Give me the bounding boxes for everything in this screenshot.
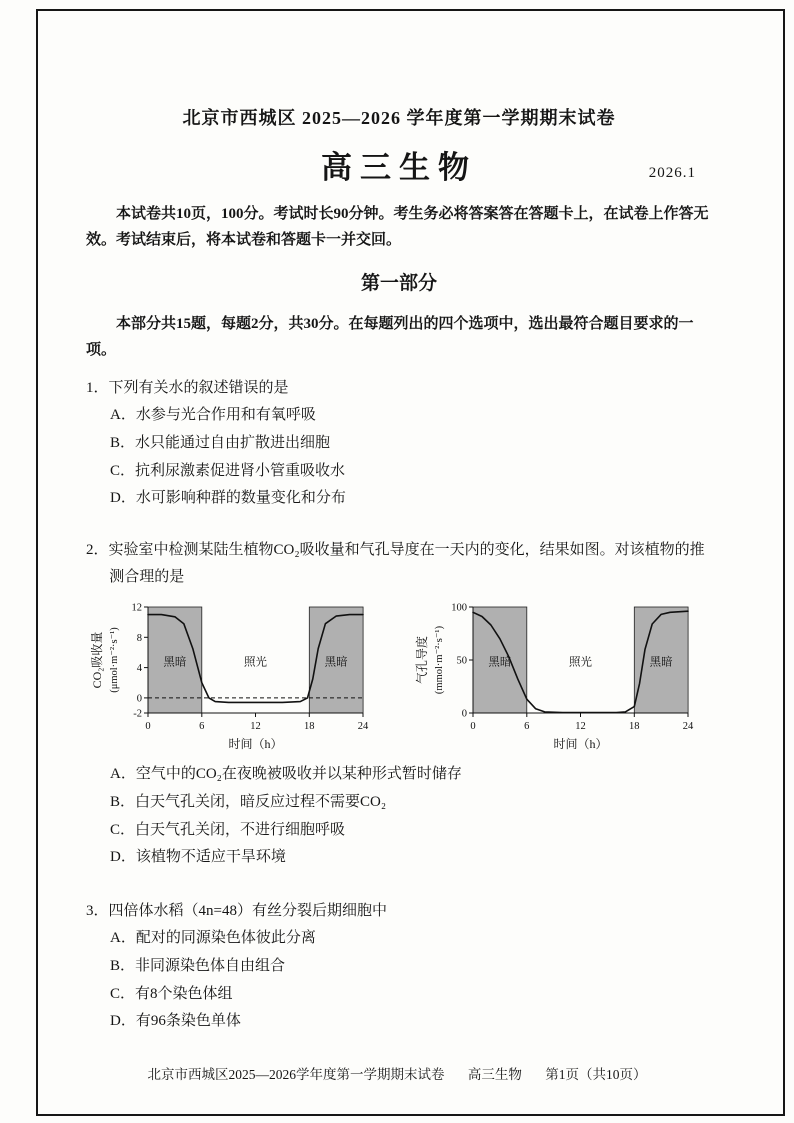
svg-text:18: 18 (304, 721, 315, 733)
svg-text:时间（h）: 时间（h） (553, 737, 608, 752)
svg-text:12: 12 (131, 602, 142, 614)
svg-text:6: 6 (524, 721, 530, 733)
question-3 (86, 898, 712, 1036)
question-2-option-a: A．空气中的CO₂在夜晚被吸收并以某种形式暂时储存 (110, 766, 462, 783)
svg-text:CO₂吸收量: CO₂吸收量 (90, 631, 104, 689)
footer-subject: 高三生物 (467, 1067, 522, 1082)
exam-content (86, 104, 712, 1036)
svg-text:24: 24 (357, 721, 369, 733)
svg-text:黑暗: 黑暗 (649, 656, 673, 669)
svg-text:50: 50 (456, 655, 467, 667)
svg-text:12: 12 (250, 721, 261, 733)
svg-text:照光: 照光 (244, 656, 267, 669)
svg-text:6: 6 (199, 721, 205, 733)
svg-text:气孔导度: 气孔导度 (415, 636, 429, 685)
svg-text:8: 8 (136, 632, 142, 644)
svg-text:黑暗: 黑暗 (163, 656, 187, 669)
svg-text:18: 18 (629, 721, 640, 733)
svg-text:时间（h）: 时间（h） (228, 737, 283, 752)
exam-instructions: 本试卷共10页，100分。考试时长90分钟。考生务必将答案答在答题卡上，在试卷上作答无效。考试结束后，将本试卷和答题卡一并交回。 (86, 206, 709, 248)
question-2-option-d: D．该植物不适应干旱环境 (110, 849, 286, 866)
exam-date: 2026.1 (648, 165, 696, 181)
svg-text:0: 0 (136, 693, 142, 705)
question-1-option-d: D．水可影响种群的数量变化和分布 (110, 490, 346, 507)
question-1 (86, 375, 712, 513)
subject-row (86, 142, 712, 186)
question-2-option-b: B．白天气孔关闭，暗反应过程不需要CO₂ (110, 793, 387, 810)
question-1-stem: 1．下列有关水的叙述错误的是 (86, 380, 289, 397)
svg-text:0: 0 (470, 721, 476, 733)
svg-text:100: 100 (451, 602, 467, 614)
footer-exam-name: 北京市西城区2025—2026学年度第一学期期末试卷 (147, 1067, 445, 1082)
svg-text:照光: 照光 (569, 656, 592, 669)
part-one-title: 第一部分 (360, 272, 437, 294)
svg-text:0: 0 (145, 721, 151, 733)
exam-header-line: 北京市西城区 2025—2026 学年度第一学期期末试卷 (182, 108, 616, 128)
part-one-note: 本部分共15题，每题2分，共30分。在每题列出的四个选项中，选出最符合题目要求的一项。 (86, 315, 694, 358)
question-3-stem: 3．四倍体水稻（4n=48）有丝分裂后期细胞中 (86, 903, 387, 920)
question-2-option-c: C．白天气孔关闭，不进行细胞呼吸 (110, 821, 346, 838)
question-1-option-a: A．水参与光合作用和有氧呼吸 (110, 407, 316, 424)
stomatal-conductance-chart (411, 601, 696, 753)
question-3-option-d: D．有96条染色单体 (110, 1013, 241, 1030)
footer-page-number: 第1页（共10页） (545, 1067, 647, 1082)
question-2-figures (86, 601, 712, 753)
svg-text:4: 4 (136, 663, 142, 675)
co2-uptake-chart (86, 601, 371, 753)
page-footer (0, 1063, 794, 1083)
subject-title: 高三生物 (321, 150, 477, 185)
question-2-stem: 2．实验室中检测某陆生植物CO₂吸收量和气孔导度在一天内的变化，结果如图。对该植物的推测合理的是 (86, 542, 705, 586)
question-2 (86, 537, 712, 872)
svg-text:黑暗: 黑暗 (324, 656, 348, 669)
svg-text:24: 24 (682, 721, 694, 733)
question-1-option-c: C．抗利尿激素促进肾小管重吸收水 (110, 462, 346, 479)
svg-text:(μmol·m⁻²·s⁻¹): (μmol·m⁻²·s⁻¹) (109, 627, 120, 693)
svg-text:(mmol·m⁻²·s⁻¹): (mmol·m⁻²·s⁻¹) (434, 626, 445, 695)
question-3-option-b: B．非同源染色体自由组合 (110, 957, 286, 974)
svg-text:0: 0 (461, 708, 467, 720)
question-3-option-c: C．有8个染色体组 (110, 985, 233, 1002)
question-3-option-a: A．配对的同源染色体彼此分离 (110, 930, 316, 947)
svg-text:-2: -2 (133, 708, 142, 720)
question-1-option-b: B．水只能通过自由扩散进出细胞 (110, 434, 331, 451)
svg-text:黑暗: 黑暗 (488, 656, 512, 669)
svg-text:12: 12 (575, 721, 586, 733)
